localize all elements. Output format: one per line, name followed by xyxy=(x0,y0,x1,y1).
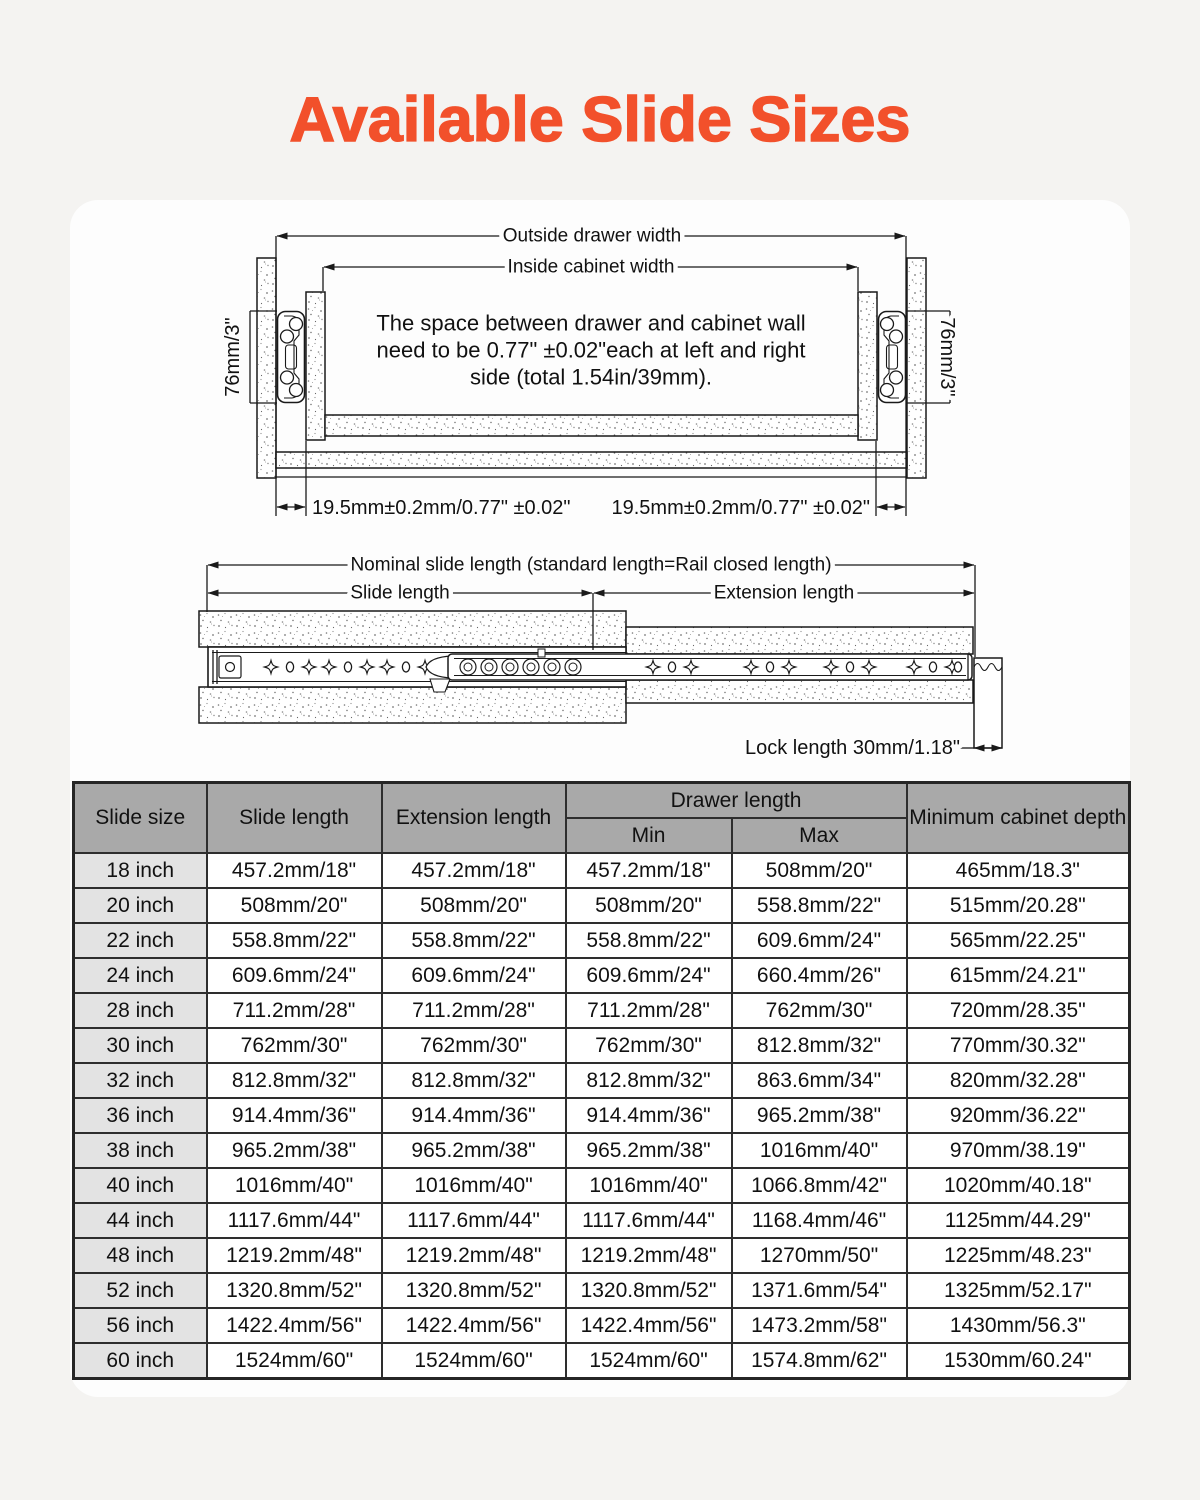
technical-diagrams xyxy=(70,200,1130,780)
spacing-note-line2: need to be 0.77" ±0.02"each at left and right xyxy=(376,337,806,363)
value-cell: 609.6mm/24" xyxy=(732,923,907,958)
table-row xyxy=(74,1308,1130,1343)
value-cell: 565mm/22.25" xyxy=(907,923,1130,958)
value-cell: 863.6mm/34" xyxy=(732,1063,907,1098)
spacing-note-line1: The space between drawer and cabinet wall xyxy=(376,310,806,336)
value-cell: 1524mm/60" xyxy=(382,1343,566,1379)
slide-size-cell: 20 inch xyxy=(74,888,207,923)
value-cell: 1117.6mm/44" xyxy=(382,1203,566,1238)
slide-size-cell: 60 inch xyxy=(74,1343,207,1379)
slide-size-cell: 48 inch xyxy=(74,1238,207,1273)
value-cell: 970mm/38.19" xyxy=(907,1133,1130,1168)
value-cell: 1016mm/40" xyxy=(732,1133,907,1168)
col-header-min-cabinet-depth: Minimum cabinet depth xyxy=(907,783,1130,854)
value-cell: 965.2mm/38" xyxy=(566,1133,732,1168)
lock-length-label: Lock length 30mm/1.18" xyxy=(745,737,960,759)
page-title: Available Slide Sizes xyxy=(289,85,911,155)
value-cell: 812.8mm/32" xyxy=(566,1063,732,1098)
value-cell: 457.2mm/18" xyxy=(382,853,566,888)
value-cell: 1320.8mm/52" xyxy=(207,1273,382,1308)
inside-cabinet-width-label: Inside cabinet width xyxy=(507,256,675,278)
cross-section-diagram xyxy=(222,226,958,520)
table-row xyxy=(74,888,1130,923)
value-cell: 1270mm/50" xyxy=(732,1238,907,1273)
value-cell: 762mm/30" xyxy=(207,1028,382,1063)
value-cell: 508mm/20" xyxy=(382,888,566,923)
slide-size-cell: 32 inch xyxy=(74,1063,207,1098)
table-row xyxy=(74,1098,1130,1133)
col-header-drawer-max: Max xyxy=(732,818,907,853)
value-cell: 609.6mm/24" xyxy=(566,958,732,993)
value-cell: 558.8mm/22" xyxy=(207,923,382,958)
value-cell: 508mm/20" xyxy=(732,853,907,888)
value-cell: 1066.8mm/42" xyxy=(732,1168,907,1203)
value-cell: 1117.6mm/44" xyxy=(207,1203,382,1238)
slide-height-label-left: 76mm/3" xyxy=(222,317,244,397)
drawer-bottom xyxy=(325,415,858,436)
slide-size-cell: 28 inch xyxy=(74,993,207,1028)
value-cell: 1422.4mm/56" xyxy=(382,1308,566,1343)
value-cell: 465mm/18.3" xyxy=(907,853,1130,888)
value-cell: 515mm/20.28" xyxy=(907,888,1130,923)
col-header-extension-length: Extension length xyxy=(382,783,566,854)
value-cell: 457.2mm/18" xyxy=(566,853,732,888)
value-cell: 508mm/20" xyxy=(566,888,732,923)
value-cell: 457.2mm/18" xyxy=(207,853,382,888)
drawer-board-bottom xyxy=(626,680,973,703)
value-cell: 1225mm/48.23" xyxy=(907,1238,1130,1273)
outside-drawer-width-label: Outside drawer width xyxy=(502,225,682,247)
col-header-slide-size: Slide size xyxy=(74,783,207,854)
nominal-length-label: Nominal slide length (standard length=Rail closed length) xyxy=(350,554,832,576)
col-header-slide-length: Slide length xyxy=(207,783,382,854)
slide-size-cell: 52 inch xyxy=(74,1273,207,1308)
table-row xyxy=(74,993,1130,1028)
content-panel xyxy=(70,200,1130,1397)
value-cell: 609.6mm/24" xyxy=(207,958,382,993)
value-cell: 558.8mm/22" xyxy=(732,888,907,923)
table-row xyxy=(74,1168,1130,1203)
value-cell: 914.4mm/36" xyxy=(382,1098,566,1133)
value-cell: 711.2mm/28" xyxy=(382,993,566,1028)
slide-size-cell: 36 inch xyxy=(74,1098,207,1133)
cabinet-board-top xyxy=(199,611,626,647)
value-cell: 1168.4mm/46" xyxy=(732,1203,907,1238)
value-cell: 1524mm/60" xyxy=(566,1343,732,1379)
value-cell: 770mm/30.32" xyxy=(907,1028,1130,1063)
lock-bracket xyxy=(974,658,1002,748)
value-cell: 1117.6mm/44" xyxy=(566,1203,732,1238)
spacing-note-line3: side (total 1.54in/39mm). xyxy=(469,364,713,390)
value-cell: 1219.2mm/48" xyxy=(207,1238,382,1273)
value-cell: 812.8mm/32" xyxy=(207,1063,382,1098)
value-cell: 1473.2mm/58" xyxy=(732,1308,907,1343)
value-cell: 762mm/30" xyxy=(732,993,907,1028)
value-cell: 1020mm/40.18" xyxy=(907,1168,1130,1203)
value-cell: 965.2mm/38" xyxy=(732,1098,907,1133)
slide-length-diagram xyxy=(199,555,1002,760)
left-cabinet-wall xyxy=(257,258,276,478)
value-cell: 812.8mm/32" xyxy=(382,1063,566,1098)
slide-cross-section-right xyxy=(879,312,906,403)
table-row xyxy=(74,1238,1130,1273)
table-row xyxy=(74,1343,1130,1379)
cabinet-board-bottom xyxy=(199,687,626,723)
value-cell: 1524mm/60" xyxy=(207,1343,382,1379)
gap-label-right: 19.5mm±0.2mm/0.77" ±0.02" xyxy=(611,497,870,519)
slide-size-cell: 44 inch xyxy=(74,1203,207,1238)
slide-size-cell: 30 inch xyxy=(74,1028,207,1063)
table-row xyxy=(74,1203,1130,1238)
value-cell: 711.2mm/28" xyxy=(207,993,382,1028)
value-cell: 558.8mm/22" xyxy=(382,923,566,958)
value-cell: 558.8mm/22" xyxy=(566,923,732,958)
value-cell: 1320.8mm/52" xyxy=(382,1273,566,1308)
value-cell: 615mm/24.21" xyxy=(907,958,1130,993)
slide-size-cell: 18 inch xyxy=(74,853,207,888)
value-cell: 1016mm/40" xyxy=(566,1168,732,1203)
right-cabinet-wall xyxy=(907,258,926,478)
value-cell: 508mm/20" xyxy=(207,888,382,923)
value-cell: 820mm/32.28" xyxy=(907,1063,1130,1098)
table-header xyxy=(74,783,1130,854)
value-cell: 1325mm/52.17" xyxy=(907,1273,1130,1308)
drawer-board-top xyxy=(626,627,973,654)
extension-length-label: Extension length xyxy=(713,582,855,604)
slide-size-cell: 22 inch xyxy=(74,923,207,958)
value-cell: 914.4mm/36" xyxy=(566,1098,732,1133)
value-cell: 812.8mm/32" xyxy=(732,1028,907,1063)
value-cell: 965.2mm/38" xyxy=(207,1133,382,1168)
value-cell: 1016mm/40" xyxy=(382,1168,566,1203)
table-row xyxy=(74,1273,1130,1308)
table-row xyxy=(74,853,1130,888)
slide-size-cell: 38 inch xyxy=(74,1133,207,1168)
value-cell: 914.4mm/36" xyxy=(207,1098,382,1133)
slide-cross-section-left xyxy=(278,312,305,403)
value-cell: 711.2mm/28" xyxy=(566,993,732,1028)
value-cell: 1016mm/40" xyxy=(207,1168,382,1203)
value-cell: 1422.4mm/56" xyxy=(566,1308,732,1343)
right-drawer-side xyxy=(858,292,877,440)
slide-size-cell: 56 inch xyxy=(74,1308,207,1343)
slide-length-label: Slide length xyxy=(350,582,450,604)
slide-sizes-table xyxy=(72,781,1131,1380)
table-row xyxy=(74,958,1130,993)
value-cell: 1530mm/60.24" xyxy=(907,1343,1130,1379)
value-cell: 762mm/30" xyxy=(566,1028,732,1063)
value-cell: 920mm/36.22" xyxy=(907,1098,1130,1133)
gap-label-left: 19.5mm±0.2mm/0.77" ±0.02" xyxy=(312,497,571,519)
value-cell: 660.4mm/26" xyxy=(732,958,907,993)
value-cell: 1219.2mm/48" xyxy=(566,1238,732,1273)
value-cell: 1219.2mm/48" xyxy=(382,1238,566,1273)
value-cell: 720mm/28.35" xyxy=(907,993,1130,1028)
col-header-drawer-length: Drawer length xyxy=(566,783,907,819)
table-body xyxy=(74,853,1130,1379)
left-drawer-side xyxy=(306,292,325,440)
value-cell: 965.2mm/38" xyxy=(382,1133,566,1168)
value-cell: 609.6mm/24" xyxy=(382,958,566,993)
table-row xyxy=(74,1133,1130,1168)
slide-size-cell: 24 inch xyxy=(74,958,207,993)
cabinet-bottom xyxy=(276,452,907,468)
value-cell: 1422.4mm/56" xyxy=(207,1308,382,1343)
value-cell: 1320.8mm/52" xyxy=(566,1273,732,1308)
table-row xyxy=(74,1063,1130,1098)
table-row xyxy=(74,923,1130,958)
value-cell: 1574.8mm/62" xyxy=(732,1343,907,1379)
table-row xyxy=(74,1028,1130,1063)
slide-height-label-right: 76mm/3" xyxy=(936,317,958,397)
value-cell: 1125mm/44.29" xyxy=(907,1203,1130,1238)
col-header-drawer-min: Min xyxy=(566,818,732,853)
value-cell: 762mm/30" xyxy=(382,1028,566,1063)
slide-size-cell: 40 inch xyxy=(74,1168,207,1203)
value-cell: 1371.6mm/54" xyxy=(732,1273,907,1308)
value-cell: 1430mm/56.3" xyxy=(907,1308,1130,1343)
